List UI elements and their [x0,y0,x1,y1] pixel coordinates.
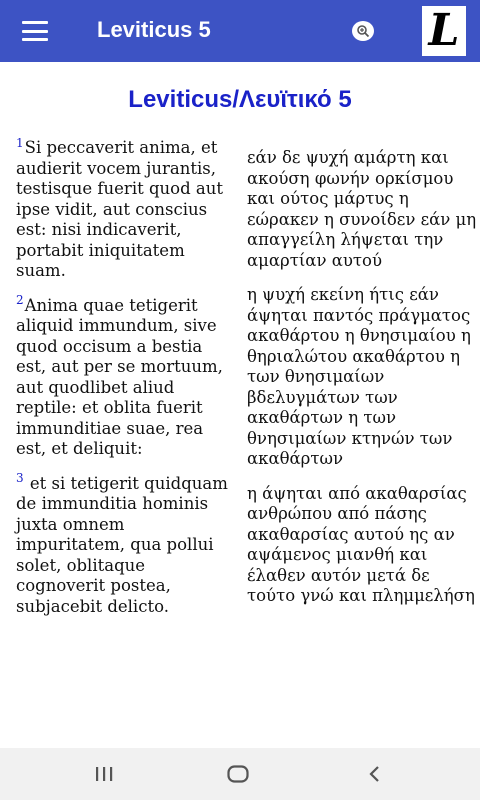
latin-column [16,135,232,631]
system-nav-bar [0,748,480,800]
chapter-content[interactable] [0,62,480,748]
verse-number: 1 [16,135,24,150]
latin-verse [16,135,232,282]
greek-verse [247,484,477,607]
latin-verse-text: Anima quae tetigerit aliquid immundum, sive quod occisum a bestia est, aut per se mortuum, aut quodlibet aliud reptile: et oblita fuerit immunditiae suae, rea est, et deliquit: [16,295,223,458]
greek-verse-text: η ψυχή εκείνη ήτις εάν άψηται παντός πράγματος ακαθάρτου η θνησιμαίου η θηριαλώτου ακαθάρτου η των θνησιμαίων βδελυγμάτων των ακαθάρτων η των θνησιμαίων κτηνών των ακαθάρτων [247,285,471,468]
home-icon[interactable] [218,762,258,786]
verse-number: 2 [16,293,24,307]
app-title: Leviticus 5 [97,17,211,42]
logo-letter: L [428,5,460,56]
latin-verse [16,293,232,460]
back-icon[interactable] [354,762,394,786]
app-bar [0,0,480,62]
hamburger-menu-icon[interactable] [20,19,50,43]
chapter-title: Leviticus/Λευϊτικό 5 [128,86,352,113]
greek-column [247,148,477,621]
greek-verse-text: η άψηται από ακαθαρσίας ανθρώπου από πάσης ακαθαρσίας αυτού ης αν αψάμενος μιανθή και έλαθεν αυτόν μετά δε τούτο γνώ και πλημμελήση [247,483,475,605]
greek-verse [247,148,477,271]
app-logo[interactable] [422,6,466,56]
zoom-icon[interactable] [352,21,374,41]
verse-number: 3 [16,471,24,485]
recents-icon[interactable] [84,762,124,786]
greek-verse [247,285,477,470]
greek-verse-text: εάν δε ψυχή αμάρτη και ακούση φωνήν ορκίσμου και ούτος μάρτυς η εώρακεν η συνοίδεν εάν μη απαγγείλη λήψεται την αμαρτίαν αυτού [247,148,477,270]
latin-verse-text: Si peccaverit anima, et audierit vocem jurantis, testisque fuerit quod aut ipse vidit, aut conscius est: nisi indicaverit, portabit iniquitatem suam. [16,138,223,280]
latin-verse [16,471,232,618]
latin-verse-text: et si tetigerit quidquam de immunditia hominis juxta omnem impuritatem, qua pollui solet, oblitaque cognoverit postea, subjacebit delicto. [16,473,228,616]
